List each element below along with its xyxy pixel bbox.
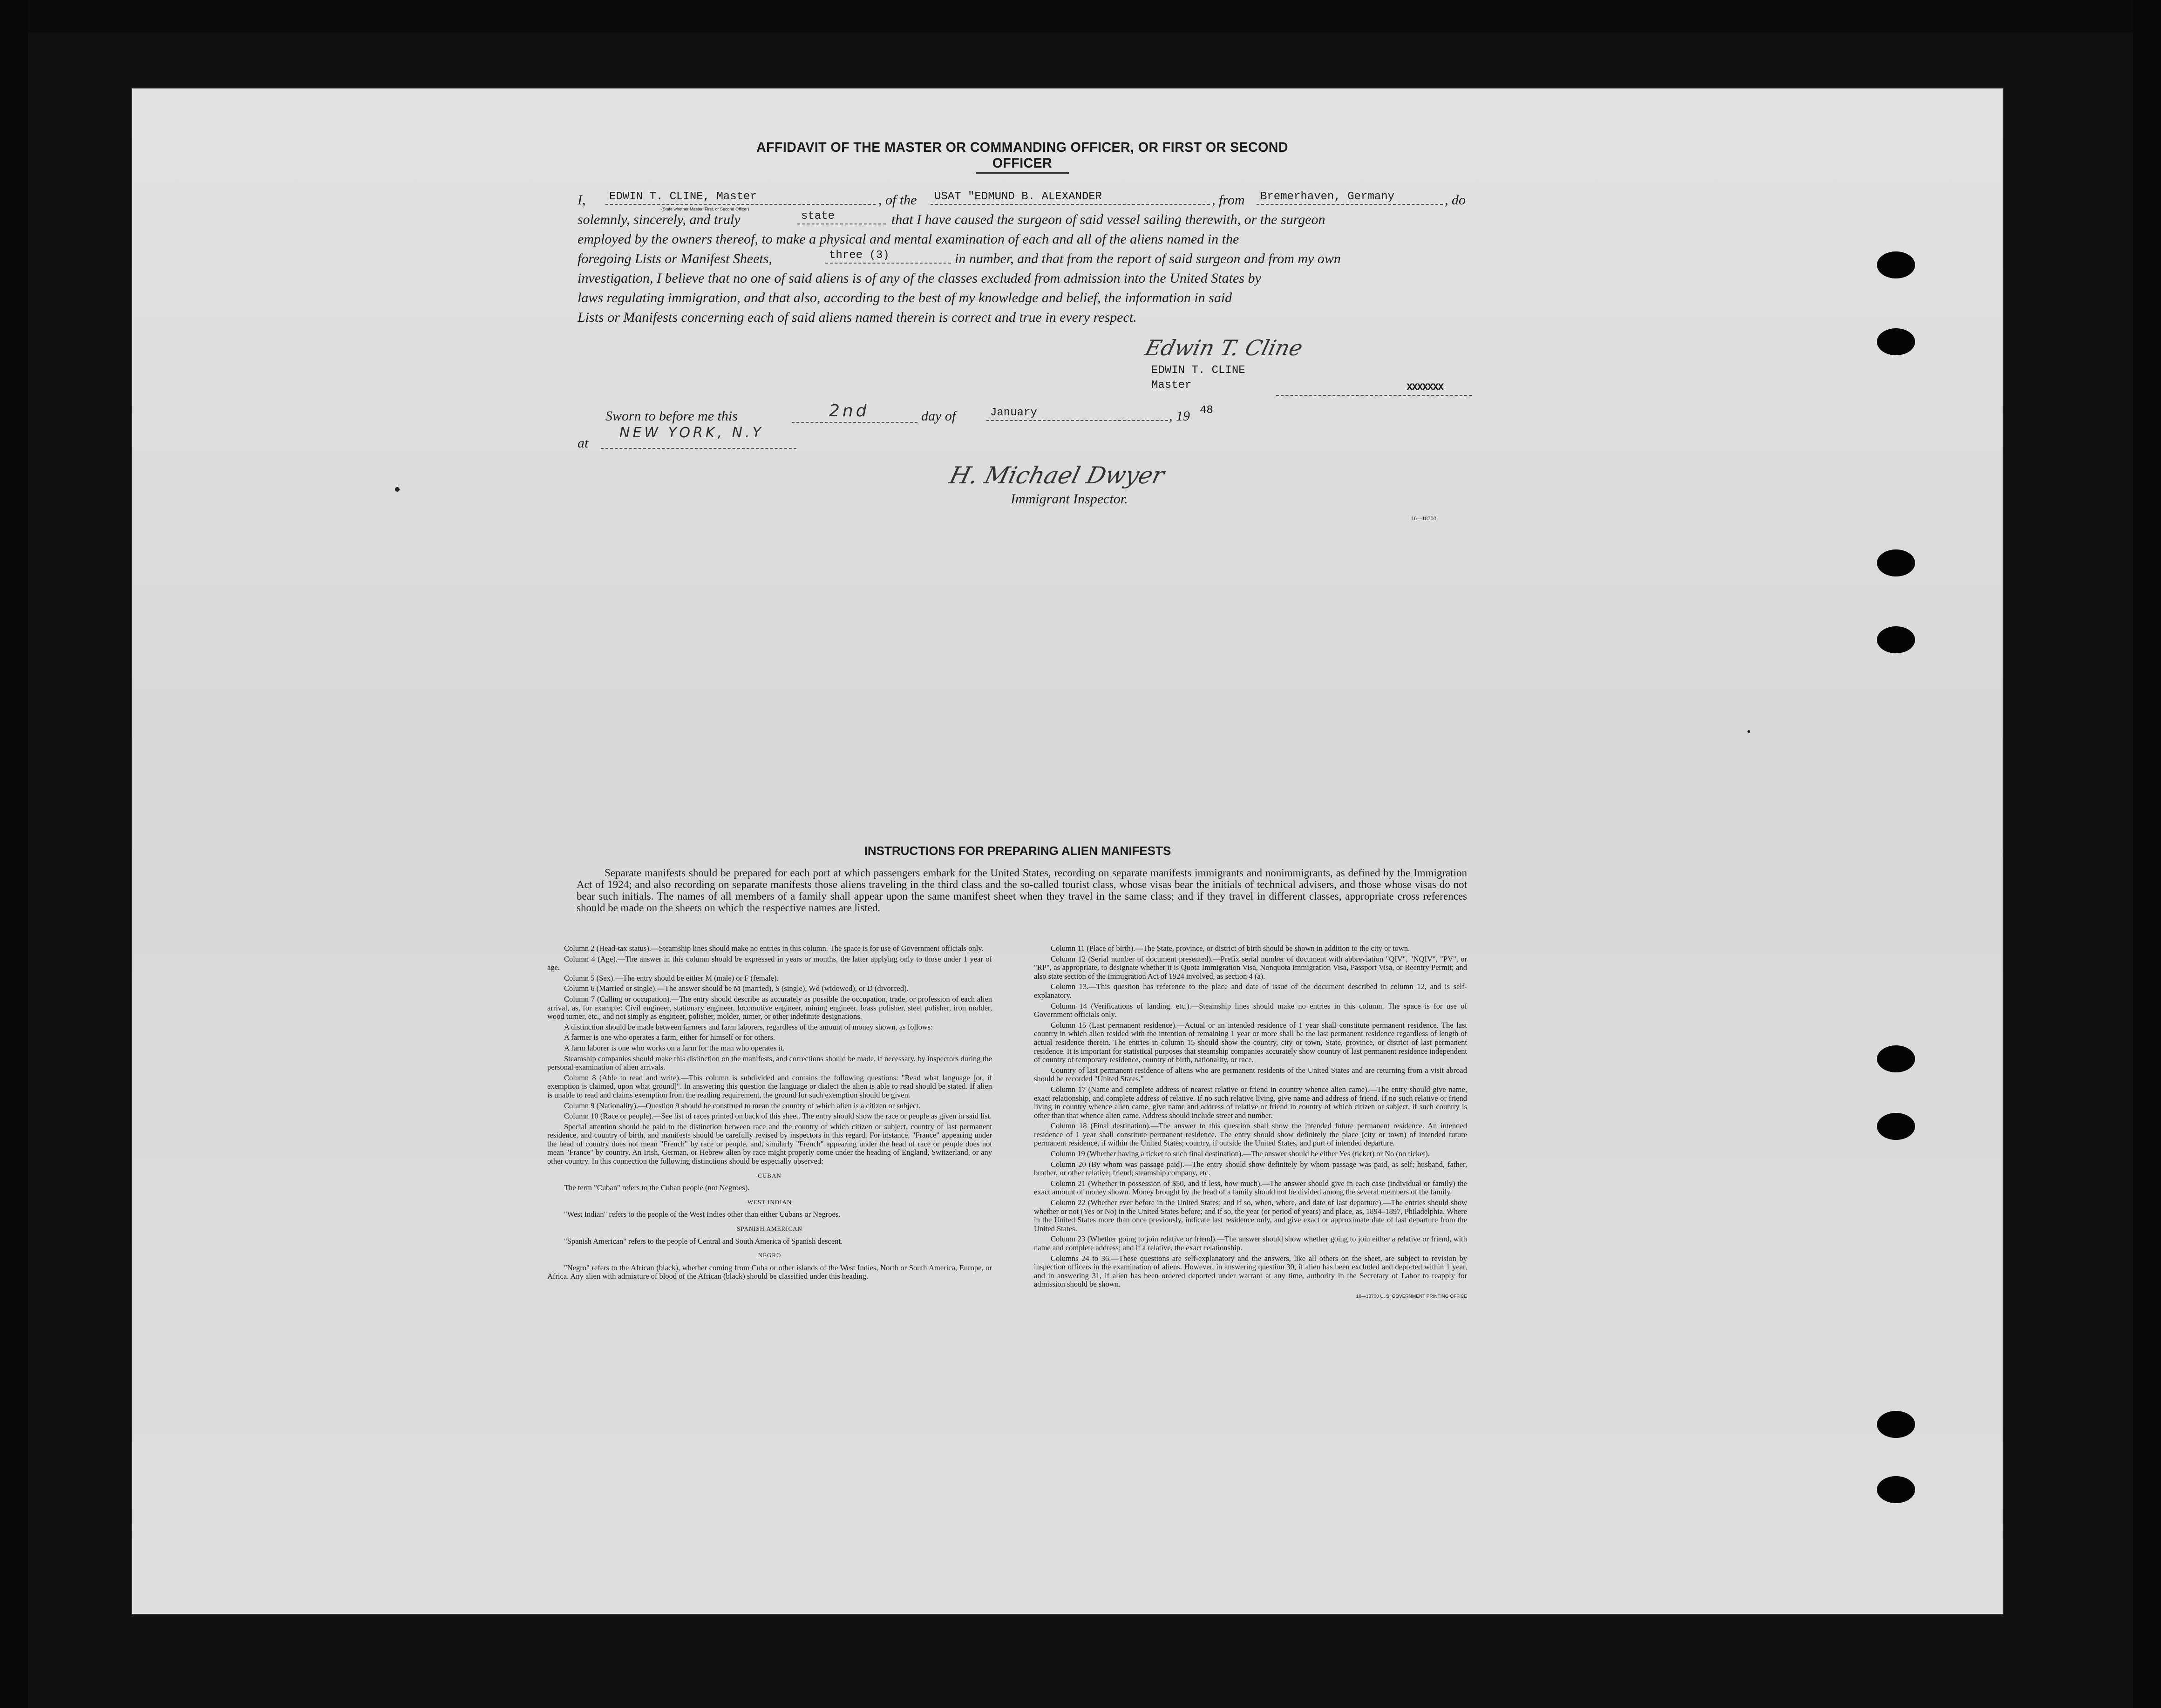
instruction-paragraph: Country of last permanent residence of aliens who are permanent residents of the United States and are returning from a visit abroad should be recorded "United States." (1034, 1065, 1467, 1084)
signature-line (1276, 395, 1472, 396)
speck (395, 487, 400, 492)
signer-name: EDWIN T. CLINE (1151, 364, 1245, 377)
affidavit-word: I, (578, 192, 586, 208)
instruction-paragraph: Column 11 (Place of birth).—The State, province, or district of birth should be shown in addition to the city or town. (1051, 944, 1410, 953)
section-heading-west-indian: WEST INDIAN (747, 1198, 792, 1206)
inspector-signature: H. Michael Dwyer (946, 462, 1167, 489)
instruction-paragraph: Columns 24 to 36.—These questions are self-explanatory and the answers, like all others on the sheet, are subject to revision by inspection officers in the examination of aliens. However, in answering question 30, if alien has been excluded and deported within 1 year, and in answering 31, if alien has been ordered deported under warrant at any time, authority in the Secretary of Labor to reapply for admission should be shown. (1034, 1254, 1467, 1289)
instruction-paragraph: Column 20 (By whom was passage paid).—The entry should show definitely by whom passage was paid, as self; husband, father, brother, or other relative; friend; steamship company, etc. (1034, 1159, 1467, 1178)
section-heading-negro: NEGRO (758, 1252, 781, 1259)
punch-hole (1877, 1476, 1915, 1503)
sworn-day: 2nd (829, 401, 870, 420)
instruction-paragraph: A farm laborer is one who works on a farm for the man who operates it. (564, 1043, 785, 1052)
punch-hole (1877, 1045, 1915, 1072)
officer-caption: (State whether Master, First, or Second Officer) (661, 207, 749, 211)
affidavit-word: , of the (878, 192, 917, 208)
affidavit-line: employed by the owners thereof, to make a physical and mental examination of each and all of the aliens named in the (578, 231, 1239, 247)
struck-text: XXXXXXX (1407, 382, 1443, 393)
instruction-paragraph: Column 21 (Whether in possession of $50, and if less, how much).—The answer should give in each case (individual or family) the exact amount of money shown. Money brought by the head of a family should not be divided among the several members of the family. (1034, 1179, 1467, 1197)
port-field: Bremerhaven, Germany (1257, 190, 1443, 205)
instruction-paragraph: A farmer is one who operates a farm, either for himself or for others. (564, 1033, 775, 1042)
section-heading-cuban: CUBAN (758, 1172, 781, 1179)
speck (1747, 730, 1750, 733)
form-number: 16—18700 (1411, 516, 1436, 522)
instruction-paragraph: Column 4 (Age).—The answer in this column should be expressed in years or months, the latter applying only to those under 1 year of age. (547, 954, 992, 972)
affidavit-word: , do (1445, 192, 1466, 208)
film-edge-left (0, 0, 28, 1708)
section-heading-spanish-american: SPANISH AMERICAN (737, 1225, 802, 1233)
sheet-count-field: three (3) (825, 249, 951, 264)
film-edge-top (28, 0, 2133, 33)
instruction-paragraph: Column 18 (Final destination).—The answer to this question shall show the intended future permanent residence. An intended residence of 1 year shall constitute permanent residence. The entry should show definitely the place (city or town) of intended future permanent residence, if within the United States; country, if outside the United States, and port of intended departure. (1034, 1121, 1467, 1148)
instruction-paragraph: Column 19 (Whether having a ticket to such final destination).—The answer should be either Yes (ticket) or No (no ticket). (1051, 1149, 1430, 1159)
affidavit-word: foregoing Lists or Manifest Sheets, (578, 251, 773, 266)
inspector-caption: Immigrant Inspector. (1011, 491, 1128, 507)
instruction-paragraph: "West Indian" refers to the people of the West Indies other than either Cubans or Negroes. (564, 1210, 841, 1219)
punch-hole (1877, 1113, 1915, 1140)
instruction-paragraph: Column 7 (Calling or occupation).—The entry should describe as accurately as possible the occupation, trade, or profession of each alien arrival, as, for example: Civil engineer, stationary engineer, locomotive engineer, mining engineer, brass polisher, steel polisher, iron molder, wood turner, etc., and not simply as engineer, polisher, molder, turner, or other indefinite designations. (547, 994, 992, 1021)
instruction-paragraph: Special attention should be paid to the distinction between race and the country of which citizen or subject, country of last permanent residence, and country of birth, and manifests should be carefully revised by inspectors in this regard. For instance, "France" appearing under the head of country does not mean "French" by race or people, and, similarly "French" appearing under the head of race or people does not mean "France" by country. An Irish, German, or Hebrew alien by race might properly come under the heading of England, Switzerland, or any other country. In this connection the following distinctions should be especially observed: (547, 1122, 992, 1166)
instruction-paragraph: Column 2 (Head-tax status).—Steamship lines should make no entries in this column. The space is for use of Government officials only. (564, 944, 984, 953)
punch-hole (1877, 1411, 1915, 1438)
sworn-label: Sworn to before me this (605, 408, 738, 424)
punch-hole (1877, 549, 1915, 576)
affidavit-line: that I have caused the surgeon of said vessel sailing therewith, or the surgeon (891, 212, 1325, 227)
instruction-paragraph: Column 9 (Nationality).—Question 9 should be construed to mean the country of which alien is a citizen or subject. (564, 1101, 921, 1110)
instruction-paragraph: Column 5 (Sex).—The entry should be either M (male) or F (female). (564, 973, 779, 983)
instruction-paragraph: Column 17 (Name and complete address of nearest relative or friend in country whence alien came).—The entry should give name, exact relationship, and complete address of relative. If no such relative living, give name and address of friend. If no such relative or friend living in country whence alien came, give name and address of relative or friend in country of which citizen or subject, if such country is other than that whence alien came. Address should include street and number. (1034, 1084, 1467, 1120)
affidavit-line: laws regulating immigration, and that also, according to the best of my knowledge and belief, the information in said (578, 290, 1232, 305)
place-line (601, 448, 796, 449)
instruction-paragraph: "Spanish American" refers to the people of Central and South America of Spanish descent. (564, 1236, 843, 1246)
vessel-field: USAT "EDMUND B. ALEXANDER (931, 190, 1210, 205)
at-label: at (578, 435, 589, 451)
instruction-paragraph: Column 14 (Verifications of landing, etc.).—Steamship lines should make no entries in this column. The space is for use of Government officials only. (1034, 1001, 1467, 1019)
instructions-intro: Separate manifests should be prepared for each port at which passengers embark for the United States, recording on separate manifests immigrants and nonimmigrants, as defined by the Immigration Act of 1924; and also recording on separate manifests those aliens traveling in the third class and the so-called tourist class, whose visas bear the initials of technical advisers, and those whose visas do not bear such initials. The names of all members of a family shall appear upon the same manifest sheet when they travel in the same class; and if they travel in different classes, appropriate cross references should be made on the sheets on which the respective names are listed. (577, 867, 1467, 914)
signer-title: Master (1151, 379, 1192, 392)
instruction-paragraph: Column 15 (Last permanent residence).—Actual or an intended residence of 1 year shall constitute permanent residence. The last country in which alien resided with the intention of remaining 1 year or more shall be the last permanent residence regardless of length of actual residence therein. The entries in column 15 should show the country, city or town, State, province, or district of last permanent residence. It is important for statistical purposes that steamship companies accurately show country of last permanent residence independent of country of temporary residence, country of birth, nationality, or race. (1034, 1020, 1467, 1064)
affidavit-line: in number, and that from the report of said surgeon and from my own (955, 251, 1341, 266)
instruction-paragraph: Column 12 (Serial number of document presented).—Prefix serial number of document with abbreviation "QIV", "NQIV", "PV", or "RP", as appropriate, to designate whether it is Quota Immigration Visa, Nonquota Immigration Visa, Passport Visa, or Reentry Permit; and also state section of the Immigration Act of 1924 involved, as section 4 (a). (1034, 954, 1467, 981)
printer-line: 16—18700 U. S. GOVERNMENT PRINTING OFFICE (1356, 1294, 1467, 1299)
affidavit-word: , from (1212, 192, 1245, 208)
instruction-paragraph: Column 6 (Married or single).—The answer should be M (married), S (single), Wd (widowed), or D (divorced). (564, 984, 909, 993)
affidavit-line: Lists or Manifests concerning each of said aliens named therein is correct and true in every respect. (578, 310, 1137, 325)
day-of-label: day of (921, 408, 956, 424)
instruction-paragraph: Steamship companies should make this distinction on the manifests, and corrections should be made, if necessary, by inspectors during the personal examination of alien arrivals. (547, 1054, 992, 1072)
affidavit-line: investigation, I believe that no one of said aliens is of any of the classes excluded from admission into the United States by (578, 271, 1261, 286)
instructions-right-column (1034, 944, 1467, 1303)
instructions-title: INSTRUCTIONS FOR PREPARING ALIEN MANIFESTS (864, 844, 1171, 858)
affidavit-word: solemnly, sincerely, and truly (578, 212, 741, 227)
instruction-paragraph: A distinction should be made between farmers and farm laborers, regardless of the amount of money shown, as follows: (564, 1022, 933, 1031)
punch-hole (1877, 626, 1915, 653)
officer-name-field: EDWIN T. CLINE, Master (605, 190, 876, 205)
punch-hole (1877, 251, 1915, 278)
instruction-paragraph: Column 8 (Able to read and write).—This column is subdivided and contains the following questions: "Read what language [or, if exemption is claimed, upon what ground]". In answering this question the language or dialect the alien is able to read should be stated. If alien is unable to read and claims exemption from the reading requirement, the ground for such exemption should be given. (547, 1073, 992, 1099)
verb-field: state (797, 210, 886, 224)
instruction-paragraph: Column 13.—This question has reference to the place and date of issue of the document described in column 12, and is self-explanatory. (1034, 982, 1467, 1000)
instruction-paragraph: Column 10 (Race or people).—See list of races printed on back of this sheet. The entry should show the race or people as given in said list. (564, 1112, 992, 1121)
instruction-paragraph: Column 23 (Whether going to join relative or friend).—The answer should show whether going to join either a relative or friend, with name and complete address; and if a relative, the exact relationship. (1034, 1234, 1467, 1252)
instruction-paragraph: Column 22 (Whether ever before in the United States; and if so, when, where, and date of last departure).—The entries should show whether or not (Yes or No) in the United States before; and if so, the year (or period of years) and place, as, 1894–1897, Philadelphia. Where in the United States more than once previously, indicate last residence only, and give exact or approximate date of last departure from the United States. (1034, 1198, 1468, 1233)
month-field: January (986, 406, 1168, 421)
punch-hole (1877, 328, 1915, 355)
year-label: , 19 (1169, 408, 1190, 424)
instructions-left-column (547, 944, 992, 1283)
film-edge-right (2133, 0, 2161, 1708)
instruction-paragraph: "Negro" refers to the African (black), whether coming from Cuba or other islands of the West Indies, North or South America, Europe, or Africa. Any alien with admixture of blood of the African (black) should be classified under this heading. (547, 1263, 992, 1281)
title-rule (976, 172, 1069, 174)
year-suffix: 48 (1200, 404, 1213, 417)
sworn-place: NEW YORK, N.Y (619, 425, 764, 441)
affidavit-title: AFFIDAVIT OF THE MASTER OR COMMANDING OFFICER, OR FIRST OR SECOND OFFICER (756, 140, 1288, 171)
day-line (792, 422, 917, 423)
master-signature: Edwin T. Cline (1142, 335, 1305, 360)
instruction-paragraph: The term "Cuban" refers to the Cuban people (not Negroes). (564, 1183, 750, 1193)
